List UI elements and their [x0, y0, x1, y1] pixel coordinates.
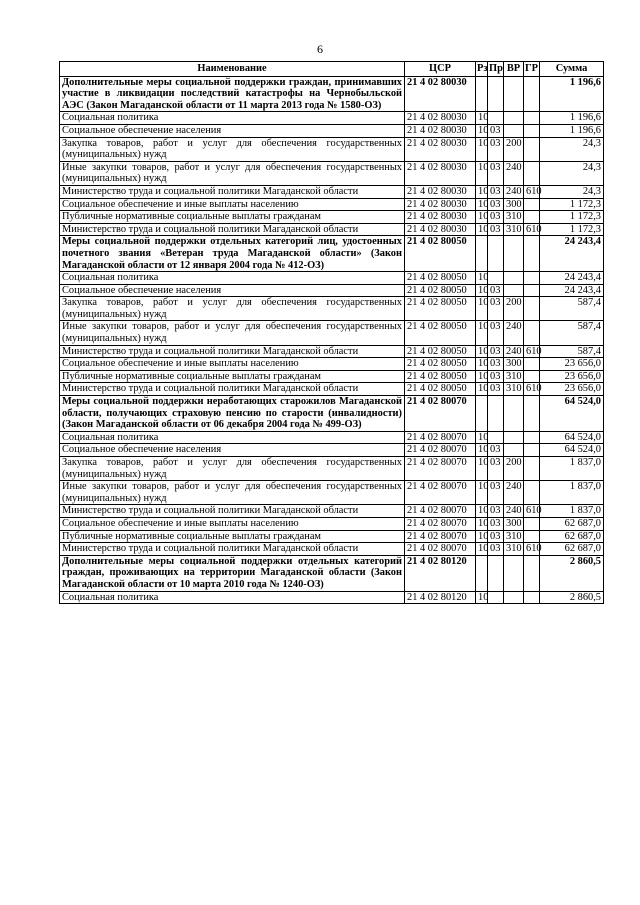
cell-vr: 310 [504, 211, 524, 224]
cell-gr [524, 124, 540, 137]
cell-gr [524, 517, 540, 530]
cell-pr: 03 [488, 383, 504, 396]
cell-pr: 03 [488, 211, 504, 224]
cell-name: Министерство труда и социальной политики Магаданской области [60, 223, 405, 236]
cell-csr: 21 4 02 80070 [405, 505, 476, 518]
cell-sum: 24,3 [540, 185, 604, 198]
cell-rz: 10 [476, 137, 488, 161]
table-row [60, 297, 604, 321]
cell-csr: 21 4 02 80070 [405, 543, 476, 556]
cell-gr [524, 211, 540, 224]
cell-pr: 03 [488, 223, 504, 236]
cell-vr [504, 431, 524, 444]
cell-vr [504, 396, 524, 432]
cell-csr: 21 4 02 80120 [405, 591, 476, 604]
header-rz: Рз [476, 62, 488, 77]
cell-rz [476, 396, 488, 432]
cell-vr: 240 [504, 345, 524, 358]
cell-gr: 610 [524, 383, 540, 396]
cell-pr [488, 112, 504, 125]
table-row [60, 517, 604, 530]
cell-pr: 03 [488, 185, 504, 198]
cell-csr: 21 4 02 80050 [405, 345, 476, 358]
cell-csr: 21 4 02 80070 [405, 396, 476, 432]
cell-name: Иные закупки товаров, работ и услуг для обеспечения государственных (муниципальных) нужд [60, 321, 405, 345]
cell-pr [488, 555, 504, 591]
cell-rz: 10 [476, 161, 488, 185]
cell-rz [476, 236, 488, 272]
cell-gr: 610 [524, 185, 540, 198]
cell-pr [488, 272, 504, 285]
cell-pr: 03 [488, 530, 504, 543]
cell-rz: 10 [476, 517, 488, 530]
table-row [60, 505, 604, 518]
cell-sum: 1 196,6 [540, 76, 604, 112]
cell-gr [524, 236, 540, 272]
cell-csr: 21 4 02 80070 [405, 431, 476, 444]
cell-vr: 200 [504, 137, 524, 161]
cell-csr: 21 4 02 80050 [405, 383, 476, 396]
cell-gr [524, 358, 540, 371]
cell-name: Министерство труда и социальной политики Магаданской области [60, 383, 405, 396]
cell-rz: 10 [476, 345, 488, 358]
cell-gr [524, 396, 540, 432]
cell-sum: 23 656,0 [540, 370, 604, 383]
cell-gr [524, 297, 540, 321]
cell-gr: 610 [524, 345, 540, 358]
cell-name: Социальное обеспечение и иные выплаты населению [60, 358, 405, 371]
cell-sum: 64 524,0 [540, 431, 604, 444]
cell-name: Социальное обеспечение населения [60, 124, 405, 137]
table-row [60, 370, 604, 383]
cell-vr: 200 [504, 457, 524, 481]
table-row [60, 223, 604, 236]
cell-rz: 10 [476, 223, 488, 236]
cell-gr: 610 [524, 543, 540, 556]
cell-gr [524, 591, 540, 604]
cell-vr [504, 76, 524, 112]
cell-name: Министерство труда и социальной политики Магаданской области [60, 185, 405, 198]
cell-rz: 10 [476, 431, 488, 444]
cell-name: Публичные нормативные социальные выплаты гражданам [60, 370, 405, 383]
cell-sum: 1 837,0 [540, 457, 604, 481]
cell-rz: 10 [476, 185, 488, 198]
cell-sum: 23 656,0 [540, 358, 604, 371]
cell-rz: 10 [476, 358, 488, 371]
cell-sum: 1 837,0 [540, 481, 604, 505]
cell-vr: 310 [504, 383, 524, 396]
cell-vr: 240 [504, 185, 524, 198]
cell-pr [488, 76, 504, 112]
cell-sum: 1 196,6 [540, 112, 604, 125]
cell-gr: 610 [524, 505, 540, 518]
cell-vr: 240 [504, 321, 524, 345]
cell-pr: 03 [488, 505, 504, 518]
header-vr: ВР [504, 62, 524, 77]
cell-rz: 10 [476, 530, 488, 543]
cell-csr: 21 4 02 80070 [405, 517, 476, 530]
cell-csr: 21 4 02 80050 [405, 272, 476, 285]
cell-pr [488, 396, 504, 432]
cell-pr [488, 431, 504, 444]
cell-gr [524, 198, 540, 211]
header-pr: Пр [488, 62, 504, 77]
table-row [60, 284, 604, 297]
cell-sum: 1 196,6 [540, 124, 604, 137]
cell-rz: 10 [476, 383, 488, 396]
cell-pr: 03 [488, 358, 504, 371]
cell-name: Публичные нормативные социальные выплаты гражданам [60, 211, 405, 224]
cell-sum: 1 172,3 [540, 211, 604, 224]
cell-gr [524, 431, 540, 444]
cell-vr: 300 [504, 358, 524, 371]
cell-name: Закупка товаров, работ и услуг для обеспечения государственных (муниципальных) нужд [60, 297, 405, 321]
cell-gr [524, 284, 540, 297]
table-row [60, 555, 604, 591]
cell-sum: 62 687,0 [540, 517, 604, 530]
header-sum: Сумма [540, 62, 604, 77]
cell-rz: 10 [476, 591, 488, 604]
cell-vr: 310 [504, 543, 524, 556]
cell-name: Иные закупки товаров, работ и услуг для обеспечения государственных (муниципальных) нужд [60, 481, 405, 505]
cell-rz: 10 [476, 297, 488, 321]
cell-vr: 200 [504, 297, 524, 321]
cell-name: Социальная политика [60, 591, 405, 604]
cell-vr: 310 [504, 223, 524, 236]
cell-csr: 21 4 02 80050 [405, 370, 476, 383]
cell-csr: 21 4 02 80070 [405, 457, 476, 481]
cell-vr [504, 112, 524, 125]
cell-name: Социальная политика [60, 431, 405, 444]
cell-csr: 21 4 02 80120 [405, 555, 476, 591]
cell-sum: 64 524,0 [540, 396, 604, 432]
cell-csr: 21 4 02 80050 [405, 297, 476, 321]
cell-csr: 21 4 02 80030 [405, 198, 476, 211]
cell-pr: 03 [488, 457, 504, 481]
cell-vr: 310 [504, 370, 524, 383]
cell-sum: 24,3 [540, 161, 604, 185]
cell-name: Меры социальной поддержки отдельных категорий лиц, удостоенных почетного звания «Ветеран труда Магаданской области» (Закон Магаданской области от 12 января 2004 года № 412-ОЗ) [60, 236, 405, 272]
cell-pr: 03 [488, 284, 504, 297]
cell-rz: 10 [476, 198, 488, 211]
cell-csr: 21 4 02 80030 [405, 137, 476, 161]
cell-sum: 587,4 [540, 321, 604, 345]
cell-pr: 03 [488, 321, 504, 345]
cell-pr: 03 [488, 137, 504, 161]
cell-sum: 62 687,0 [540, 530, 604, 543]
table-row [60, 345, 604, 358]
cell-name: Публичные нормативные социальные выплаты гражданам [60, 530, 405, 543]
cell-vr: 240 [504, 481, 524, 505]
cell-sum: 64 524,0 [540, 444, 604, 457]
cell-gr [524, 555, 540, 591]
table-row [60, 396, 604, 432]
budget-table [59, 61, 604, 604]
cell-pr: 03 [488, 444, 504, 457]
cell-pr: 03 [488, 297, 504, 321]
table-row [60, 481, 604, 505]
cell-vr: 240 [504, 161, 524, 185]
cell-sum: 587,4 [540, 297, 604, 321]
table-row [60, 137, 604, 161]
cell-sum: 24 243,4 [540, 272, 604, 285]
cell-pr: 03 [488, 543, 504, 556]
cell-rz: 10 [476, 457, 488, 481]
cell-rz: 10 [476, 112, 488, 125]
cell-csr: 21 4 02 80070 [405, 530, 476, 543]
table-row [60, 444, 604, 457]
cell-rz: 10 [476, 321, 488, 345]
cell-gr [524, 161, 540, 185]
cell-rz: 10 [476, 543, 488, 556]
cell-gr [524, 76, 540, 112]
table-row [60, 543, 604, 556]
table-row [60, 272, 604, 285]
cell-pr: 03 [488, 345, 504, 358]
cell-rz: 10 [476, 272, 488, 285]
cell-gr [524, 481, 540, 505]
table-row [60, 530, 604, 543]
cell-gr [524, 530, 540, 543]
cell-vr: 300 [504, 198, 524, 211]
table-header-row [60, 62, 604, 77]
cell-gr [524, 272, 540, 285]
header-name: Наименование [60, 62, 405, 77]
cell-pr: 03 [488, 517, 504, 530]
cell-pr [488, 591, 504, 604]
cell-sum: 2 860,5 [540, 555, 604, 591]
cell-csr: 21 4 02 80070 [405, 444, 476, 457]
cell-name: Закупка товаров, работ и услуг для обеспечения государственных (муниципальных) нужд [60, 457, 405, 481]
table-row [60, 236, 604, 272]
cell-csr: 21 4 02 80050 [405, 321, 476, 345]
cell-pr: 03 [488, 370, 504, 383]
cell-pr [488, 236, 504, 272]
cell-rz: 10 [476, 444, 488, 457]
cell-csr: 21 4 02 80050 [405, 358, 476, 371]
cell-sum: 2 860,5 [540, 591, 604, 604]
cell-vr: 240 [504, 505, 524, 518]
cell-name: Социальное обеспечение и иные выплаты населению [60, 198, 405, 211]
cell-sum: 1 172,3 [540, 223, 604, 236]
cell-sum: 587,4 [540, 345, 604, 358]
cell-gr [524, 457, 540, 481]
cell-name: Дополнительные меры социальной поддержки граждан, принимавших участие в ликвидации последствий катастрофы на Чернобыльской АЭС (Закон Магаданской области от 11 марта 2013 года № 1580-ОЗ) [60, 76, 405, 112]
cell-sum: 1 172,3 [540, 198, 604, 211]
table-row [60, 198, 604, 211]
cell-name: Иные закупки товаров, работ и услуг для обеспечения государственных (муниципальных) нужд [60, 161, 405, 185]
cell-pr: 03 [488, 481, 504, 505]
table-row [60, 457, 604, 481]
cell-name: Социальная политика [60, 112, 405, 125]
cell-name: Дополнительные меры социальной поддержки отдельных категорий граждан, проживающих на территории Магаданской области (Закон Магаданской области от 10 марта 2010 года № 1240-ОЗ) [60, 555, 405, 591]
cell-rz: 10 [476, 370, 488, 383]
cell-sum: 23 656,0 [540, 383, 604, 396]
cell-name: Социальное обеспечение населения [60, 444, 405, 457]
cell-vr [504, 272, 524, 285]
cell-gr [524, 444, 540, 457]
cell-pr: 03 [488, 161, 504, 185]
cell-gr [524, 370, 540, 383]
header-gr: ГР [524, 62, 540, 77]
cell-name: Министерство труда и социальной политики Магаданской области [60, 543, 405, 556]
cell-sum: 24 243,4 [540, 284, 604, 297]
cell-name: Меры социальной поддержки неработающих старожилов Магаданской области, получающих страховую пенсию по старости (инвалидности) (Закон Магаданской области от 06 декабря 2004 года № 499-ОЗ) [60, 396, 405, 432]
table-row [60, 358, 604, 371]
table-row [60, 321, 604, 345]
cell-vr [504, 555, 524, 591]
cell-vr: 310 [504, 530, 524, 543]
page-number: 6 [317, 42, 323, 56]
cell-vr [504, 236, 524, 272]
cell-rz: 10 [476, 505, 488, 518]
cell-csr: 21 4 02 80030 [405, 223, 476, 236]
cell-name: Социальная политика [60, 272, 405, 285]
cell-gr [524, 321, 540, 345]
cell-rz [476, 555, 488, 591]
cell-csr: 21 4 02 80030 [405, 112, 476, 125]
cell-name: Министерство труда и социальной политики Магаданской области [60, 505, 405, 518]
cell-csr: 21 4 02 80030 [405, 185, 476, 198]
cell-pr: 03 [488, 198, 504, 211]
table-row [60, 591, 604, 604]
cell-rz: 10 [476, 211, 488, 224]
cell-csr: 21 4 02 80050 [405, 284, 476, 297]
cell-sum: 62 687,0 [540, 543, 604, 556]
table-row [60, 185, 604, 198]
table-row [60, 76, 604, 112]
cell-vr [504, 444, 524, 457]
cell-csr: 21 4 02 80070 [405, 481, 476, 505]
cell-rz [476, 76, 488, 112]
cell-gr: 610 [524, 223, 540, 236]
cell-sum: 24 243,4 [540, 236, 604, 272]
cell-csr: 21 4 02 80030 [405, 124, 476, 137]
table-body [60, 76, 604, 604]
cell-pr: 03 [488, 124, 504, 137]
cell-name: Министерство труда и социальной политики Магаданской области [60, 345, 405, 358]
cell-vr [504, 124, 524, 137]
table-row [60, 124, 604, 137]
cell-gr [524, 112, 540, 125]
cell-gr [524, 137, 540, 161]
table-row [60, 112, 604, 125]
cell-sum: 1 837,0 [540, 505, 604, 518]
table-row [60, 431, 604, 444]
cell-vr [504, 591, 524, 604]
cell-name: Закупка товаров, работ и услуг для обеспечения государственных (муниципальных) нужд [60, 137, 405, 161]
cell-rz: 10 [476, 284, 488, 297]
header-csr: ЦСР [405, 62, 476, 77]
cell-rz: 10 [476, 481, 488, 505]
cell-sum: 24,3 [540, 137, 604, 161]
cell-vr [504, 284, 524, 297]
cell-rz: 10 [476, 124, 488, 137]
table-row [60, 161, 604, 185]
cell-csr: 21 4 02 80030 [405, 211, 476, 224]
cell-name: Социальное обеспечение и иные выплаты населению [60, 517, 405, 530]
cell-csr: 21 4 02 80030 [405, 161, 476, 185]
cell-vr: 300 [504, 517, 524, 530]
table-row [60, 383, 604, 396]
cell-csr: 21 4 02 80050 [405, 236, 476, 272]
table-row [60, 211, 604, 224]
cell-name: Социальное обеспечение населения [60, 284, 405, 297]
cell-csr: 21 4 02 80030 [405, 76, 476, 112]
